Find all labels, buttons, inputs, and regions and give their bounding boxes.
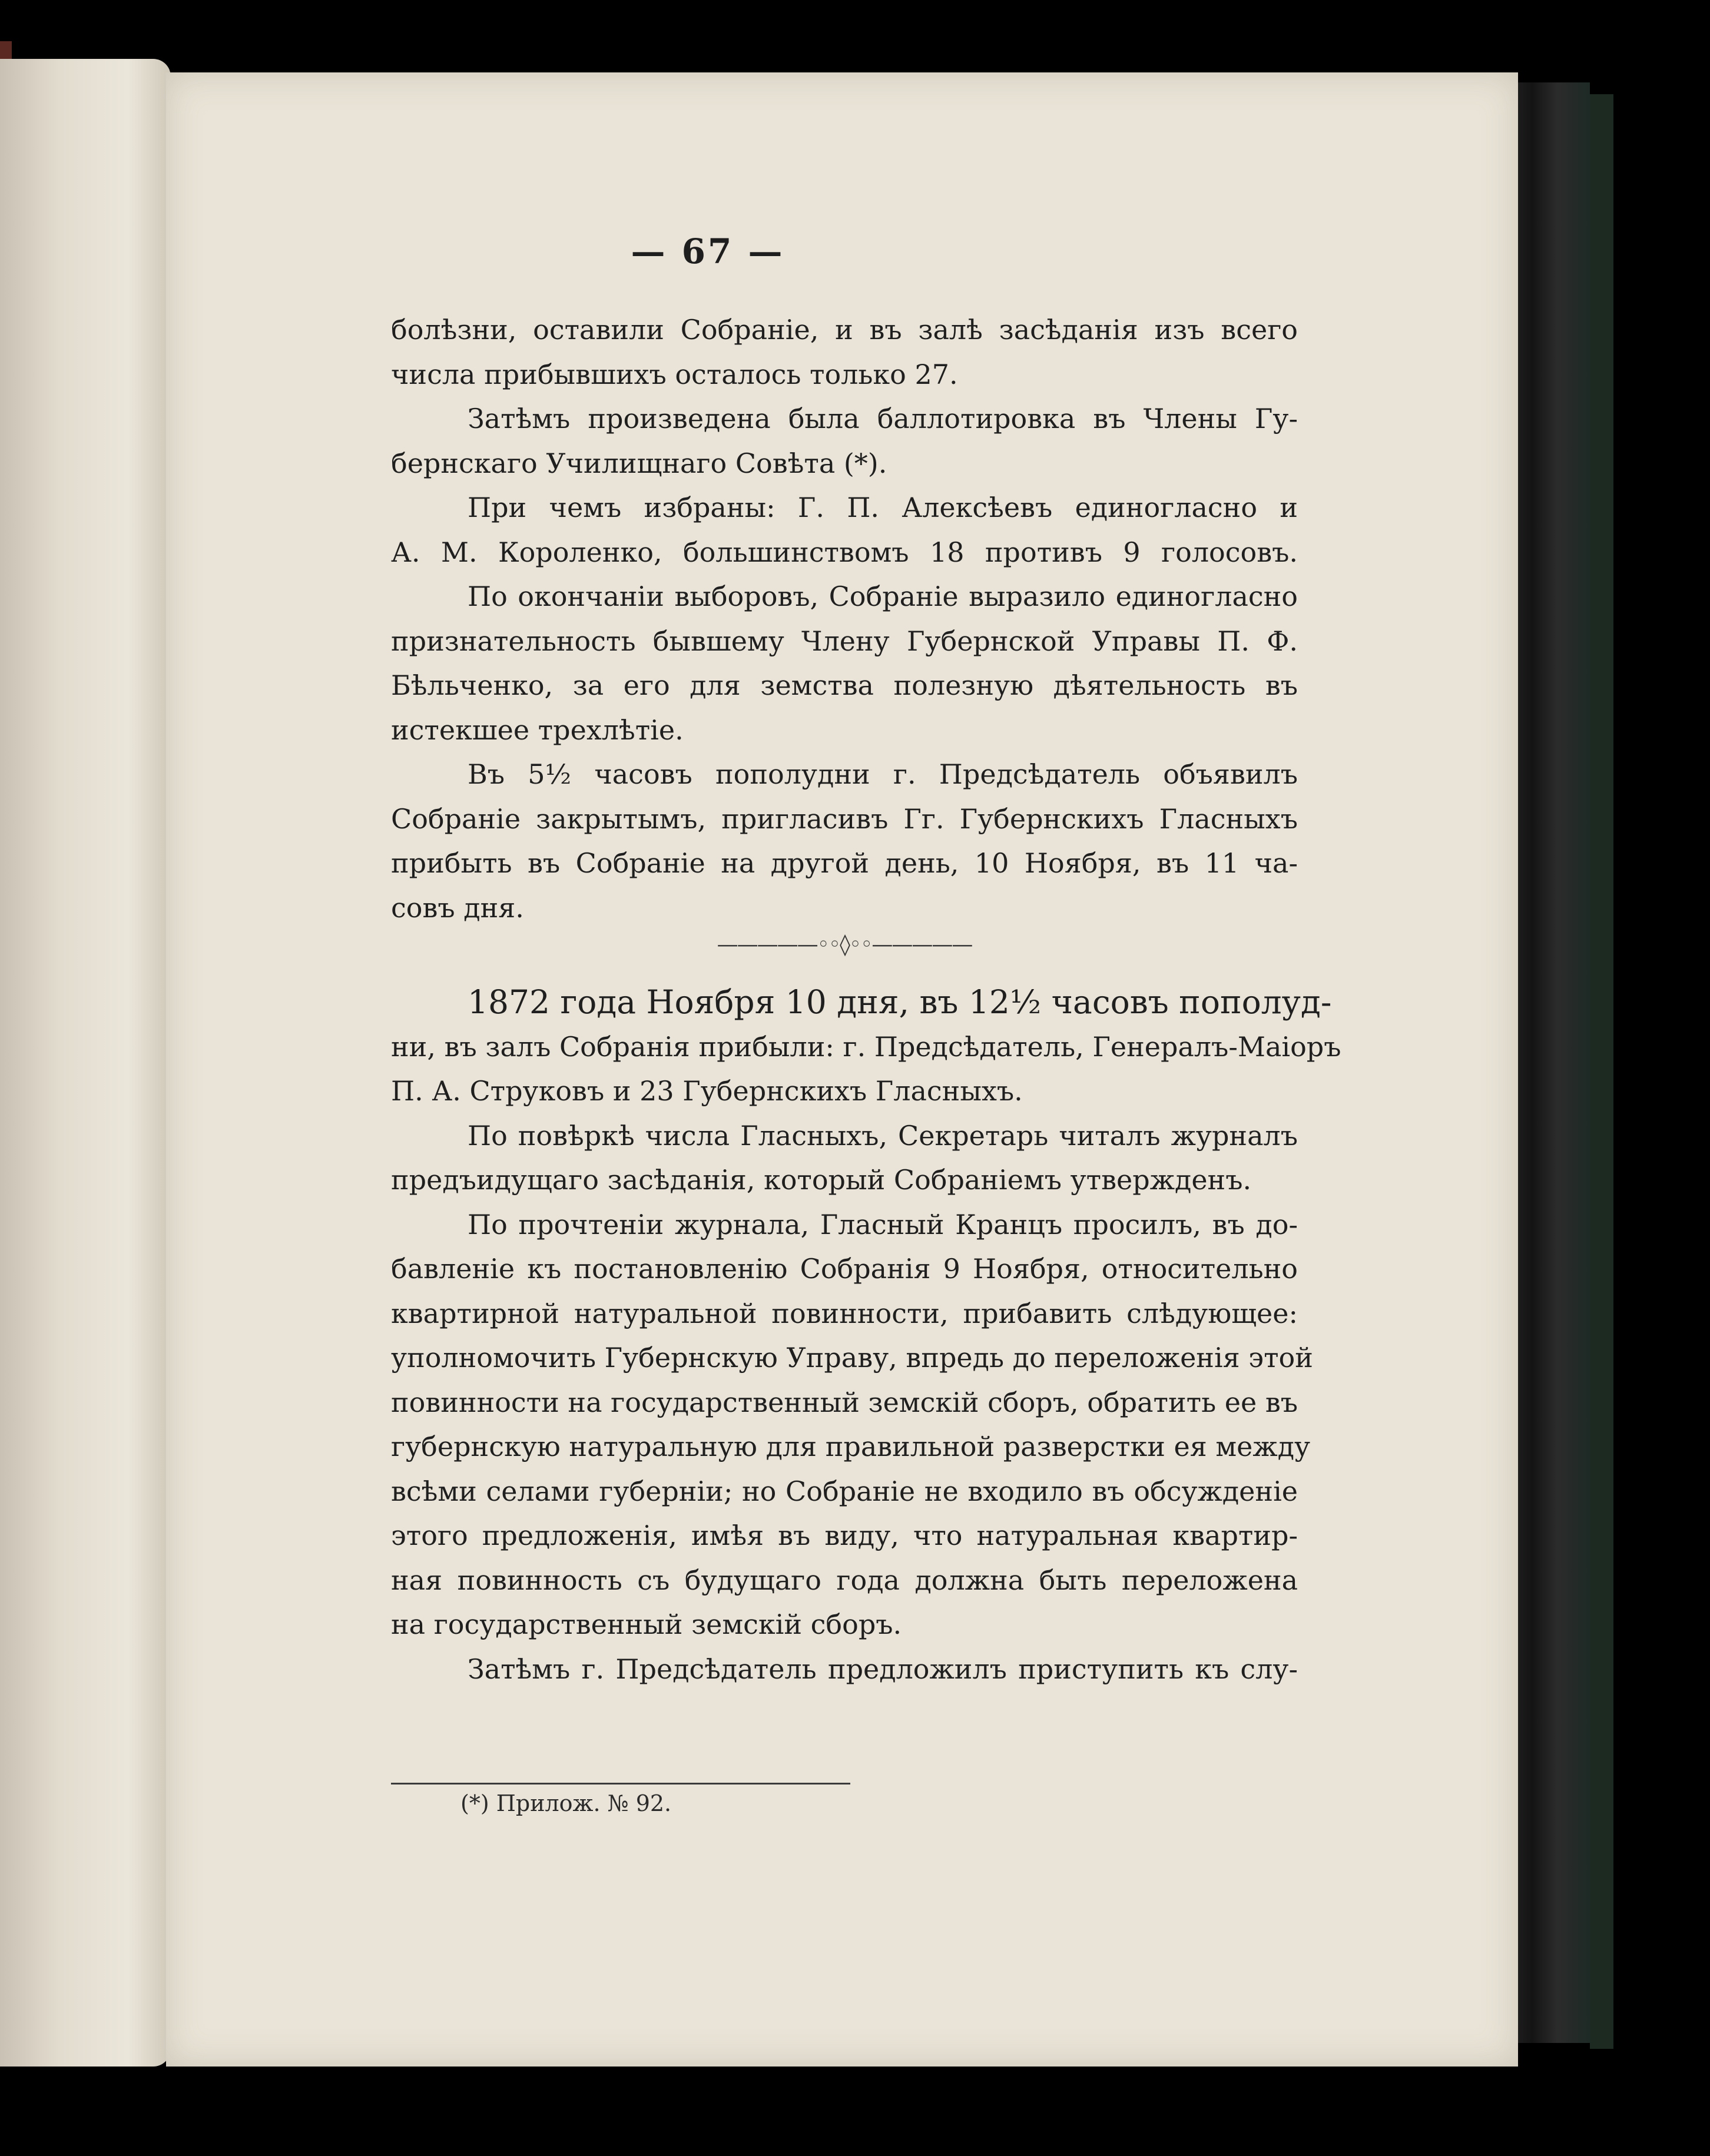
text-line: По повѣркѣ числа Гласныхъ, Секретарь читалъ журналъ [468, 1119, 1298, 1152]
text-line: ная повинность съ будущаго года должна быть переложена [391, 1564, 1298, 1596]
footnote-divider [391, 1783, 850, 1784]
text-line: бернскаго Училищнаго Совѣта (*). [391, 447, 887, 479]
footnote: (*) Прилож. № 92. [460, 1790, 672, 1816]
text-line: этого предложенія, имѣя въ виду, что натуральная квартир- [391, 1520, 1298, 1551]
text-line: По окончаніи выборовъ, Собраніе выразило единогласно [468, 581, 1298, 612]
right-page-stack [1507, 82, 1590, 2043]
section-separator: —————◦◦◊◦◦————— [717, 933, 972, 957]
text-line: При чемъ избраны: Г. П. Алексѣевъ единогласно и [468, 492, 1298, 523]
text-line: квартирной натуральной повинности, прибавить слѣдующее: [391, 1297, 1298, 1329]
book-page [166, 72, 1518, 2067]
text-line: По прочтеніи журнала, Гласный Кранцъ просилъ, въ до- [468, 1208, 1298, 1240]
text-line: Въ 5½ часовъ пополудни г. Предсѣдатель объявилъ [468, 758, 1298, 790]
text-line: Бѣльченко, за его для земства полезную дѣятельность въ [391, 669, 1298, 701]
text-line: А. М. Короленко, большинствомъ 18 противъ 9 голосовъ. [391, 536, 1298, 568]
left-page-edge [0, 59, 171, 2067]
text-line: уполномочить Губернскую Управу, впредь до переложенія этой [391, 1342, 1313, 1374]
text-line: числа прибывшихъ осталось только 27. [391, 358, 958, 390]
text-line: предъидущаго засѣданія, который Собраніемъ утвержденъ. [391, 1164, 1252, 1196]
text-line: совъ дня. [391, 891, 524, 924]
text-line: Затѣмъ г. Предсѣдатель предложилъ приступить къ слу- [468, 1653, 1298, 1685]
text-line: повинности на государственный земскій сборъ, обратить ее въ [391, 1386, 1298, 1418]
text-line: истекшее трехлѣтіе. [391, 714, 684, 746]
text-line: Затѣмъ произведена была баллотировка въ Члены Гу- [468, 403, 1298, 434]
text-line: бавленіе къ постановленію Собранія 9 Ноября, относительно [391, 1253, 1298, 1285]
right-book-cover [1590, 94, 1613, 2049]
page-number: — 67 — [631, 231, 785, 271]
text-line: прибыть въ Собраніе на другой день, 10 Ноября, въ 11 ча- [391, 847, 1298, 879]
text-line: болѣзни, оставили Собраніе, и въ залѣ засѣданія изъ всего [391, 314, 1298, 346]
text-line: губернскую натуральную для правильной разверстки ея между [391, 1431, 1311, 1462]
text-line: 1872 года Ноября 10 дня, въ 12½ часовъ пополуд- [468, 983, 1332, 1021]
text-line: Собраніе закрытымъ, пригласивъ Гг. Губернскихъ Гласныхъ [391, 802, 1298, 835]
text-line: ни, въ залъ Собранія прибыли: г. Предсѣдатель, Генералъ-Маіоръ [391, 1030, 1341, 1063]
text-line: на государственный земскій сборъ. [391, 1608, 902, 1640]
text-line: П. А. Струковъ и 23 Губернскихъ Гласныхъ. [391, 1075, 1023, 1107]
text-line: признательность бывшему Члену Губернской Управы П. Ф. [391, 625, 1298, 657]
text-line: всѣми селами губерніи; но Собраніе не входило въ обсужденіе [391, 1475, 1298, 1507]
page-body [391, 308, 1341, 1691]
